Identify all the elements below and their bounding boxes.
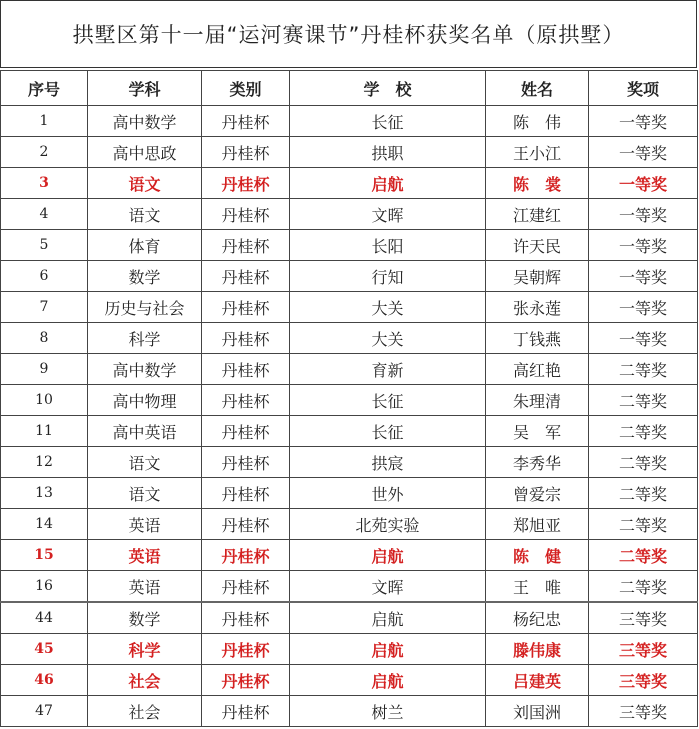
table-row [1, 634, 698, 665]
cell-number: 11 [1, 416, 88, 447]
cell-category: 丹桂杯 [202, 354, 290, 385]
cell-school: 大关 [290, 292, 486, 323]
cell-school: 长征 [290, 416, 486, 447]
cell-school: 北苑实验 [290, 509, 486, 540]
cell-subject: 高中数学 [88, 354, 202, 385]
cell-name: 许天民 [486, 230, 589, 261]
cell-category: 丹桂杯 [202, 478, 290, 509]
cell-category: 丹桂杯 [202, 696, 290, 727]
cell-name: 吴朝辉 [486, 261, 589, 292]
cell-number: 6 [1, 261, 88, 292]
cell-name: 朱理清 [486, 385, 589, 416]
table-row [1, 416, 698, 447]
table-row [1, 385, 698, 416]
cell-number: 46 [1, 665, 88, 696]
cell-name: 王 唯 [486, 571, 589, 603]
cell-school: 长征 [290, 106, 486, 137]
cell-subject: 数学 [88, 602, 202, 634]
cell-category: 丹桂杯 [202, 230, 290, 261]
cell-category: 丹桂杯 [202, 168, 290, 199]
cell-school: 树兰 [290, 696, 486, 727]
cell-number: 45 [1, 634, 88, 665]
cell-award: 一等奖 [589, 137, 698, 168]
cell-number: 14 [1, 509, 88, 540]
cell-category: 丹桂杯 [202, 261, 290, 292]
cell-number: 10 [1, 385, 88, 416]
cell-number: 44 [1, 602, 88, 634]
cell-school: 启航 [290, 634, 486, 665]
table-row [1, 323, 698, 354]
cell-name: 丁钱燕 [486, 323, 589, 354]
cell-number: 16 [1, 571, 88, 603]
cell-category: 丹桂杯 [202, 509, 290, 540]
cell-number: 4 [1, 199, 88, 230]
cell-award: 一等奖 [589, 199, 698, 230]
cell-subject: 语文 [88, 478, 202, 509]
cell-name: 高红艳 [486, 354, 589, 385]
cell-category: 丹桂杯 [202, 571, 290, 603]
cell-subject: 数学 [88, 261, 202, 292]
cell-category: 丹桂杯 [202, 416, 290, 447]
table-row [1, 571, 698, 603]
cell-award: 一等奖 [589, 292, 698, 323]
table-row [1, 261, 698, 292]
cell-subject: 英语 [88, 571, 202, 603]
cell-name: 陈 裳 [486, 168, 589, 199]
cell-subject: 英语 [88, 540, 202, 571]
cell-name: 江建红 [486, 199, 589, 230]
table-row [1, 292, 698, 323]
table-row [1, 478, 698, 509]
cell-award: 二等奖 [589, 354, 698, 385]
table-row [1, 106, 698, 137]
cell-category: 丹桂杯 [202, 199, 290, 230]
cell-subject: 英语 [88, 509, 202, 540]
cell-school: 启航 [290, 540, 486, 571]
cell-subject: 体育 [88, 230, 202, 261]
cell-name: 杨纪忠 [486, 602, 589, 634]
cell-subject: 语文 [88, 447, 202, 478]
cell-category: 丹桂杯 [202, 137, 290, 168]
cell-school: 文晖 [290, 571, 486, 603]
cell-name: 郑旭亚 [486, 509, 589, 540]
cell-school: 拱职 [290, 137, 486, 168]
cell-name: 滕伟康 [486, 634, 589, 665]
table-row [1, 665, 698, 696]
cell-category: 丹桂杯 [202, 602, 290, 634]
cell-award: 三等奖 [589, 634, 698, 665]
cell-name: 李秀华 [486, 447, 589, 478]
cell-subject: 科学 [88, 323, 202, 354]
cell-name: 王小江 [486, 137, 589, 168]
cell-subject: 语文 [88, 199, 202, 230]
table-row [1, 199, 698, 230]
cell-award: 二等奖 [589, 509, 698, 540]
table-row [1, 447, 698, 478]
cell-award: 三等奖 [589, 602, 698, 634]
cell-name: 刘国洲 [486, 696, 589, 727]
table-row [1, 230, 698, 261]
cell-number: 2 [1, 137, 88, 168]
cell-award: 二等奖 [589, 540, 698, 571]
table-row [1, 354, 698, 385]
cell-school: 文晖 [290, 199, 486, 230]
cell-number: 7 [1, 292, 88, 323]
cell-category: 丹桂杯 [202, 292, 290, 323]
cell-category: 丹桂杯 [202, 385, 290, 416]
cell-award: 一等奖 [589, 230, 698, 261]
cell-subject: 社会 [88, 665, 202, 696]
header-number: 序号 [1, 71, 88, 106]
cell-category: 丹桂杯 [202, 323, 290, 354]
cell-name: 陈 健 [486, 540, 589, 571]
header-row [1, 71, 698, 106]
cell-award: 一等奖 [589, 106, 698, 137]
cell-number: 47 [1, 696, 88, 727]
cell-number: 9 [1, 354, 88, 385]
award-table [0, 70, 698, 727]
cell-subject: 高中数学 [88, 106, 202, 137]
cell-subject: 高中思政 [88, 137, 202, 168]
cell-award: 三等奖 [589, 665, 698, 696]
table-row [1, 168, 698, 199]
cell-number: 1 [1, 106, 88, 137]
cell-award: 二等奖 [589, 571, 698, 603]
table-row [1, 137, 698, 168]
header-award: 奖项 [589, 71, 698, 106]
cell-number: 13 [1, 478, 88, 509]
cell-name: 吕建英 [486, 665, 589, 696]
cell-school: 长阳 [290, 230, 486, 261]
cell-award: 一等奖 [589, 168, 698, 199]
cell-award: 三等奖 [589, 696, 698, 727]
cell-name: 张永莲 [486, 292, 589, 323]
cell-subject: 高中物理 [88, 385, 202, 416]
cell-school: 长征 [290, 385, 486, 416]
cell-category: 丹桂杯 [202, 634, 290, 665]
cell-number: 8 [1, 323, 88, 354]
cell-subject: 社会 [88, 696, 202, 727]
cell-school: 启航 [290, 665, 486, 696]
header-category: 类别 [202, 71, 290, 106]
cell-name: 吴 军 [486, 416, 589, 447]
cell-award: 二等奖 [589, 478, 698, 509]
cell-school: 大关 [290, 323, 486, 354]
header-subject: 学科 [88, 71, 202, 106]
cell-subject: 科学 [88, 634, 202, 665]
cell-category: 丹桂杯 [202, 106, 290, 137]
cell-school: 世外 [290, 478, 486, 509]
cell-school: 启航 [290, 602, 486, 634]
header-name: 姓名 [486, 71, 589, 106]
cell-award: 二等奖 [589, 447, 698, 478]
cell-subject: 高中英语 [88, 416, 202, 447]
cell-number: 5 [1, 230, 88, 261]
cell-number: 12 [1, 447, 88, 478]
cell-category: 丹桂杯 [202, 540, 290, 571]
cell-award: 二等奖 [589, 385, 698, 416]
cell-school: 启航 [290, 168, 486, 199]
table-row [1, 540, 698, 571]
cell-name: 曾爱宗 [486, 478, 589, 509]
document-title: 拱墅区第十一届“运河赛课节”丹桂杯获奖名单（原拱墅） [0, 0, 697, 68]
header-school: 学 校 [290, 71, 486, 106]
table-row [1, 696, 698, 727]
cell-category: 丹桂杯 [202, 447, 290, 478]
cell-school: 育新 [290, 354, 486, 385]
cell-subject: 语文 [88, 168, 202, 199]
cell-award: 一等奖 [589, 323, 698, 354]
cell-school: 拱宸 [290, 447, 486, 478]
cell-award: 一等奖 [589, 261, 698, 292]
cell-subject: 历史与社会 [88, 292, 202, 323]
cell-award: 二等奖 [589, 416, 698, 447]
cell-category: 丹桂杯 [202, 665, 290, 696]
cell-number: 15 [1, 540, 88, 571]
cell-name: 陈 伟 [486, 106, 589, 137]
table-row [1, 602, 698, 634]
table-row [1, 509, 698, 540]
cell-number: 3 [1, 168, 88, 199]
cell-school: 行知 [290, 261, 486, 292]
